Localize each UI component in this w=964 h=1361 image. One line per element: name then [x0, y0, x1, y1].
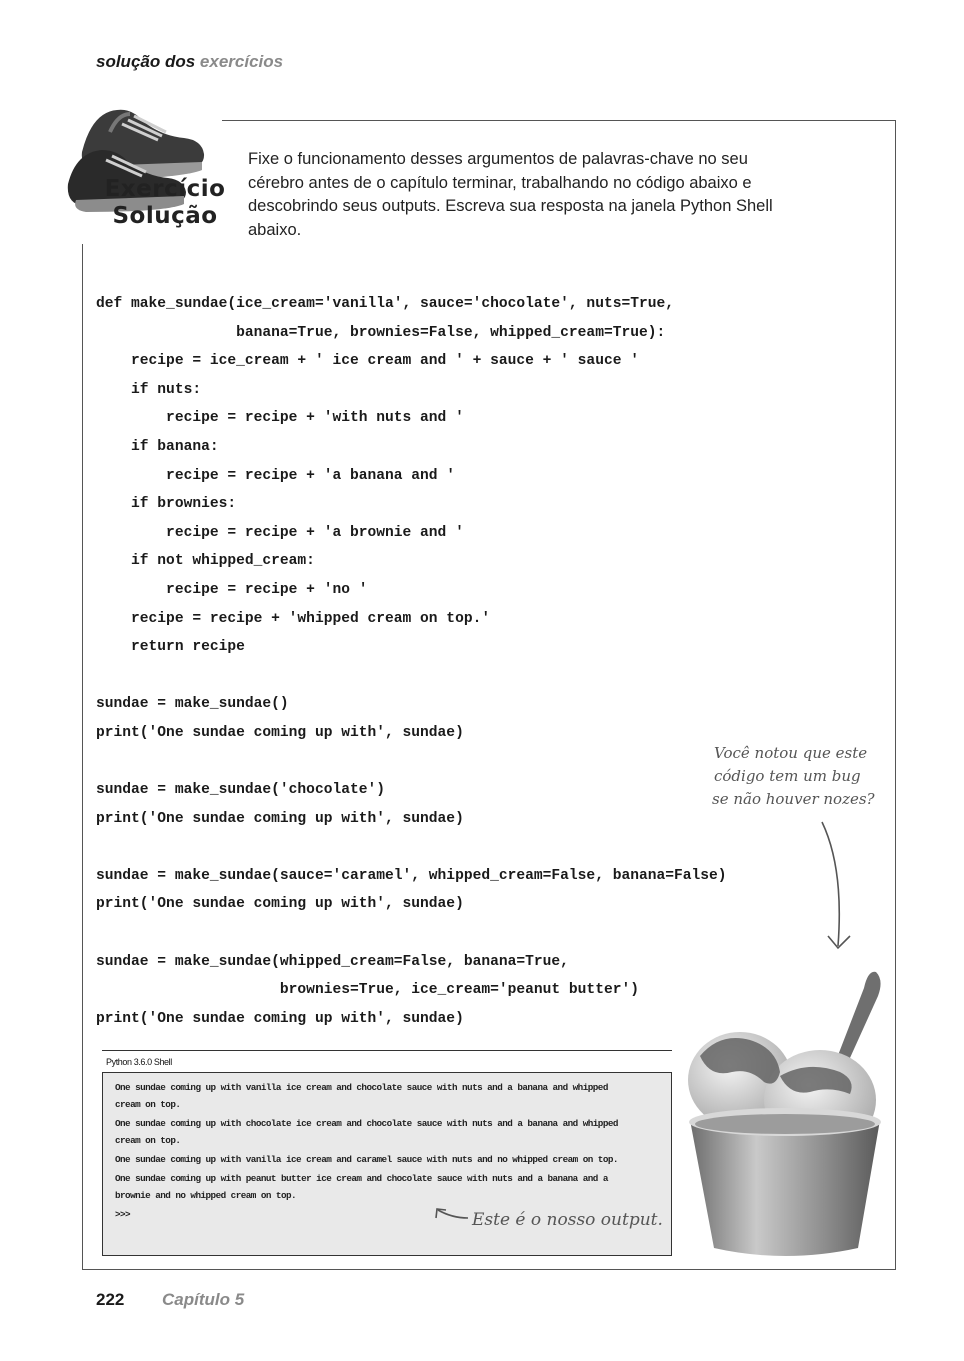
code-line-blank: [96, 833, 856, 862]
code-line: if not whipped_cream:: [96, 553, 315, 570]
shell-output-line: brownie and no whipped cream on top.: [115, 1190, 297, 1201]
annotation-line-2: código tem um bug: [714, 767, 861, 785]
annotation-arrow-icon: [800, 818, 860, 958]
ice-cream-cup-icon: [680, 960, 890, 1260]
running-head-subsection: exercícios: [199, 52, 284, 71]
shell-output: [115, 1079, 655, 1223]
code-line: sundae = make_sundae(whipped_cream=False, banana=True,: [96, 953, 569, 970]
code-line-blank: [96, 662, 856, 691]
code-line: def make_sundae(ice_cream='vanilla', sauce='chocolate', nuts=True,: [96, 296, 675, 312]
output-note: Este é o nosso output.: [472, 1210, 663, 1230]
code-line: banana=True, brownies=False, whipped_cream=True):: [96, 324, 666, 341]
shell-title: Python 3.6.0 Shell: [106, 1057, 172, 1067]
code-line: print('One sundae coming up with', sundae): [96, 810, 464, 827]
code-line: return recipe: [96, 639, 245, 656]
badge-line-1: Exercício: [104, 176, 226, 202]
shell-prompt[interactable]: >>>: [115, 1209, 131, 1220]
code-line: if banana:: [96, 438, 219, 455]
code-line-blank: [96, 919, 856, 948]
code-line: recipe = ice_cream + ' ice cream and ' + sauce + ' sauce ': [96, 353, 639, 370]
exercise-frame-left: [82, 244, 83, 1270]
shell-output-line: cream on top.: [115, 1099, 181, 1110]
output-arrow-icon: [432, 1204, 472, 1224]
shell-output-line: One sundae coming up with vanilla ice cream and chocolate sauce with nuts and a banana and whipped: [115, 1082, 608, 1093]
code-line: brownies=True, ice_cream='peanut butter'): [96, 982, 639, 999]
shell-output-line: cream on top.: [115, 1135, 181, 1146]
code-line: if brownies:: [96, 496, 237, 513]
exercise-frame-right: [895, 120, 896, 1270]
running-head: [96, 52, 283, 72]
chapter-label: Capítulo 5: [162, 1290, 245, 1309]
running-head-section: solução dos: [96, 52, 196, 71]
code-line: recipe = recipe + 'with nuts and ': [96, 410, 464, 427]
code-line: if nuts:: [96, 381, 202, 398]
code-line: sundae = make_sundae(sauce='caramel', whipped_cream=False, banana=False): [96, 867, 727, 884]
shell-output-line: One sundae coming up with chocolate ice cream and chocolate sauce with nuts and a banana and whipped: [115, 1118, 618, 1129]
bug-annotation: [712, 742, 902, 811]
shell-output-line: One sundae coming up with vanilla ice cream and caramel sauce with nuts and no whipped cream on top.: [115, 1154, 618, 1165]
annotation-line-1: Você notou que este: [714, 744, 868, 762]
page-number: 222: [96, 1290, 125, 1309]
exercise-solution-badge: [100, 176, 230, 230]
annotation-line-3: se não houver nozes?: [712, 790, 875, 808]
exercise-frame-bottom: [82, 1269, 896, 1270]
shell-output-line: One sundae coming up with peanut butter ice cream and chocolate sauce with nuts and a banana and a: [115, 1173, 608, 1184]
badge-line-2: Solução: [112, 203, 218, 229]
intro-paragraph: Fixe o funcionamento desses argumentos de palavras-chave no seu cérebro antes de o capítulo terminar, trabalhando no código abaixo e descobrindo seus outputs. Escreva sua resposta na janela Python Shell abaixo.: [248, 150, 773, 239]
code-line: print('One sundae coming up with', sundae): [96, 896, 464, 913]
exercise-frame-top: [222, 120, 896, 121]
shell-titlebar: [102, 1050, 672, 1071]
code-line: recipe = recipe + 'whipped cream on top.': [96, 610, 491, 627]
code-line: recipe = recipe + 'a brownie and ': [96, 524, 464, 541]
code-line: print('One sundae coming up with', sundae): [96, 724, 464, 741]
code-line: sundae = make_sundae(): [96, 696, 289, 713]
code-line: recipe = recipe + 'no ': [96, 581, 368, 598]
code-line: sundae = make_sundae('chocolate'): [96, 782, 386, 799]
code-line: recipe = recipe + 'a banana and ': [96, 467, 456, 484]
code-line: print('One sundae coming up with', sundae): [96, 1010, 464, 1027]
code-listing: [96, 290, 856, 1033]
